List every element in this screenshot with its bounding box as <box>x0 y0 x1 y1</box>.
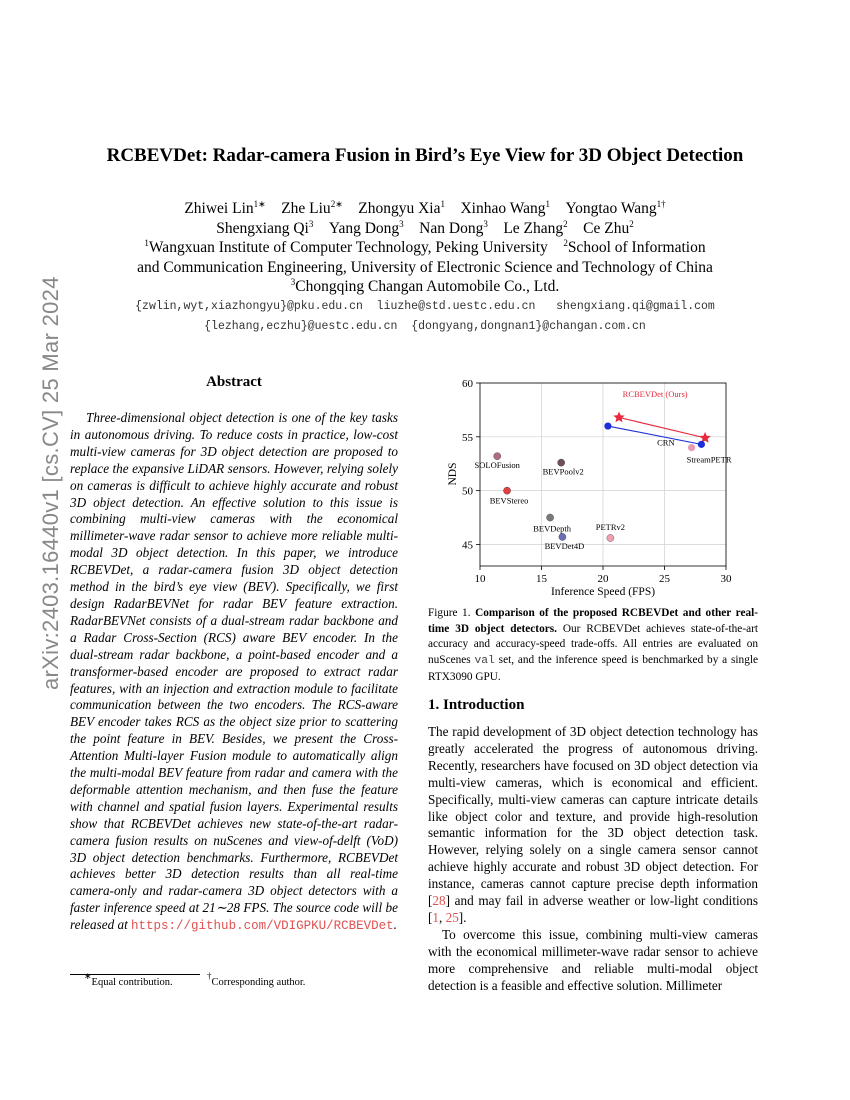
y-tick-label: 60 <box>462 378 473 390</box>
abstract-body <box>70 410 398 935</box>
author-affil-sup: 3 <box>308 219 314 229</box>
intro-paragraph-1 <box>428 724 758 927</box>
author-affil-sup: 1∗ <box>253 199 266 209</box>
citation-1[interactable]: 1 <box>432 909 439 925</box>
author-affil-sup: 1 <box>440 199 445 209</box>
author-name-text: Zhiwei Lin <box>184 200 254 217</box>
affil-1: Wangxuan Institute of Computer Technology, Peking University <box>148 239 548 256</box>
chart-ticks <box>462 378 732 585</box>
citation-25[interactable]: 25 <box>445 909 459 925</box>
author-affil-sup: 2 <box>563 219 568 229</box>
author-affil-sup: 2∗ <box>330 199 343 209</box>
point-label: BEVDet4D <box>544 540 585 551</box>
series-line-rcbevdet <box>619 417 705 437</box>
source-code-link[interactable]: https://github.com/VDIGPKU/RCBEVDet <box>131 919 394 934</box>
affil-sup-1: 1 <box>144 238 149 248</box>
chart-grid <box>480 383 726 566</box>
caption-text-2: set, and the inference speed is benchmarked by a single RTX3090 GPU. <box>428 654 758 683</box>
author-name <box>503 220 567 237</box>
caption-bold: Comparison of the proposed RCBEVDet and other real-time 3D object detectors. <box>428 607 759 635</box>
figure-1-chart <box>430 372 770 602</box>
introduction-heading: 1. Introduction <box>428 697 525 713</box>
citation-28[interactable]: 28 <box>432 893 446 909</box>
abstract-text: Three-dimensional object detection is one of the key tasks in autonomous driving. To reduce costs in practice, low-cost multi-view cameras for 3D object detection are proposed to replace the expansive LiDAR sensors. However, relying solely on cameras is difficult to achieve highly accurate and robust 3D object detection. An effective solution to this issue is combining multi-view cameras with the economical millimeter-wave radar sensor to achieve more reliable multi-modal 3D object detection. In this paper, we introduce RCBEVDet, a radar-camera fusion 3D object detection method in the bird’s eye view (BEV). Specifically, we first design RadarBEVNet for radar BEV feature extraction. RadarBEVNet consists of a dual-stream radar backbone and a Radar Cross-Section (RCS) aware BEV encoder. In the dual-stream radar backbone, a point-based encoder and a transformer-based encoder are proposed to extract radar features, with an injection and extraction module to facilitate communication between the two encoders. The RCS-aware BEV encoder takes RCS as the object size prior to scattering the point feature in BEV. Besides, we present the Cross-Attention Multi-layer Fusion module to automatically align the multi-modal BEV feature from radar and camera with the deformable attention mechanism, and then fuse the feature with channel and spatial fusion layers. Experimental results show that RCBEVDet achieves new state-of-the-art radar-camera fusion results on nuScenes and view-of-delft (VoD) 3D object detection benchmarks. Furthermore, RCBEVDet achieves better 3D detection results than all real-time camera-only and radar-camera 3D object detectors with a faster inference speed at 21∼28 FPS. The source code will be released at <box>70 410 398 933</box>
series-mark-circle <box>688 444 695 451</box>
author-name <box>583 220 634 237</box>
x-tick-label: 20 <box>597 573 609 585</box>
affil-sup-3: 3 <box>290 277 296 287</box>
abstract-heading: Abstract <box>206 374 262 390</box>
author-list-line-2 <box>0 220 850 238</box>
series-mark-star <box>613 411 624 422</box>
point-label: SOLOFusion <box>474 460 520 471</box>
author-name-text: Zhongyu Xia <box>358 200 441 217</box>
point-petrv2 <box>607 534 614 541</box>
author-affil-sup: 3 <box>483 219 488 229</box>
y-tick-label: 55 <box>462 431 473 444</box>
email-line-2: {lezhang,eczhu}@uestc.edu.cn {dongyang,dongnan1}@changan.com.cn <box>204 320 646 333</box>
author-name-text: Ce Zhu <box>583 220 630 237</box>
author-name-text: Le Zhang <box>503 220 564 237</box>
author-name-text: Nan Dong <box>419 220 484 237</box>
point-solofusion <box>494 453 501 460</box>
series-mark-circle <box>698 441 705 448</box>
author-name-text: Xinhao Wang <box>460 200 546 217</box>
y-tick-label: 50 <box>462 485 473 498</box>
author-name-text: Zhe Liu <box>281 200 331 217</box>
intro-paragraph-2: To overcome this issue, combining multi-view cameras with the economical millimeter-wave radar sensor to achieve more comprehensive and reliable multi-modal object detection is a feasible and effective solution. Millimeter <box>428 926 758 993</box>
caption-code: val <box>474 655 495 668</box>
point-bevstereo <box>503 487 510 494</box>
author-list-line-1 <box>0 200 850 218</box>
x-tick-label: 30 <box>720 573 732 585</box>
point-label: BEVDepth <box>533 523 572 534</box>
author-name <box>565 200 665 217</box>
author-affil-sup: 2 <box>629 219 634 229</box>
author-affil-sup: 3 <box>399 219 404 229</box>
footnote-equal-text: Equal contribution. <box>91 977 173 988</box>
footnote-equal-contribution <box>84 971 173 988</box>
email-line-1: {zwlin,wyt,xiazhongyu}@pku.edu.cn liuzhe@std.uestc.edu.cn shengxiang.qi@gmail.com <box>135 300 715 313</box>
intro-p1a: The rapid development of 3D object detection technology has greatly accelerated the progress of autonomous driving. Recently, researchers have focused on 3D object detection via multi-view cameras, which is economical and efficient. Specifically, multi-view cameras can capture intricate details like object color and texture, and provide high-resolution semantic information for the 3D object detection task. However, relying solely on a single camera sensor cannot achieve highly accurate and robust 3D object detection. For instance, cameras cannot capture precise depth information [ <box>428 724 758 909</box>
author-name <box>281 200 343 217</box>
author-name-text: Shengxiang Qi <box>216 220 309 237</box>
affil-3: Chongqing Changan Automobile Co., Ltd. <box>295 278 560 295</box>
y-tick-label: 45 <box>462 539 473 552</box>
arxiv-sidebar-stamp: arXiv:2403.16440v1 [cs.CV] 25 Mar 2024 <box>38 276 63 690</box>
author-name <box>329 220 404 237</box>
series-mark-circle <box>604 422 611 429</box>
footnote-corr-text: Corresponding author. <box>211 977 306 988</box>
affil-sup-2: 2 <box>563 238 568 248</box>
series-label: CRN <box>657 437 675 448</box>
x-tick-label: 25 <box>659 573 670 585</box>
point-bevpoolv2 <box>558 459 565 466</box>
author-name-text: Yongtao Wang <box>565 200 657 217</box>
footnote-corresponding-author <box>207 971 306 988</box>
affiliation-line-2: and Communication Engineering, University of Electronic Science and Technology of China <box>137 259 713 276</box>
author-name <box>184 200 265 217</box>
author-name <box>460 200 550 217</box>
footnote-equal-mark: ∗ <box>84 971 92 981</box>
point-bevdepth <box>547 514 554 521</box>
affil-2a: School of Information <box>567 239 706 256</box>
author-name <box>419 220 488 237</box>
point-bevdet4d <box>559 533 566 540</box>
introduction-body <box>428 724 758 995</box>
x-tick-label: 10 <box>474 573 486 585</box>
caption-label: Figure 1. <box>428 607 471 619</box>
author-name <box>216 220 313 237</box>
point-label: PETRv2 <box>595 522 626 533</box>
author-name <box>358 200 445 217</box>
author-affil-sup: 1 <box>545 199 550 209</box>
series-line-crn <box>608 426 701 444</box>
intro-p1b: ] and may fail in adverse weather or low-light conditions [ <box>428 893 758 925</box>
point-label: BEVStereo <box>489 495 529 506</box>
x-tick-label: 15 <box>536 573 547 585</box>
paper-title: RCBEVDet: Radar-camera Fusion in Bird’s Eye View for 3D Object Detection <box>106 145 744 166</box>
author-affil-sup: 1† <box>656 199 666 209</box>
intro-p1d: ]. <box>458 909 467 925</box>
affiliation-line-3 <box>0 278 850 296</box>
footnote-corr-mark: † <box>207 971 212 981</box>
intro-p1c: , <box>439 909 446 925</box>
series-label: StreamPETR <box>686 454 732 465</box>
author-name-text: Yang Dong <box>328 220 400 237</box>
abstract-end: . <box>393 917 397 933</box>
x-axis-label: Inference Speed (FPS) <box>550 586 656 598</box>
affiliation-line-1 <box>0 239 850 257</box>
caption-text-1: Our RCBEVDet achieves state-of-the-art accuracy and accuracy-speed trade-offs. All entries are evaluated on nuScenes <box>428 622 758 667</box>
y-axis-label: NDS <box>447 462 459 486</box>
series-label: RCBEVDet (Ours) <box>622 388 688 399</box>
point-label: BEVPoolv2 <box>542 466 584 477</box>
figure-1-caption <box>428 606 758 686</box>
